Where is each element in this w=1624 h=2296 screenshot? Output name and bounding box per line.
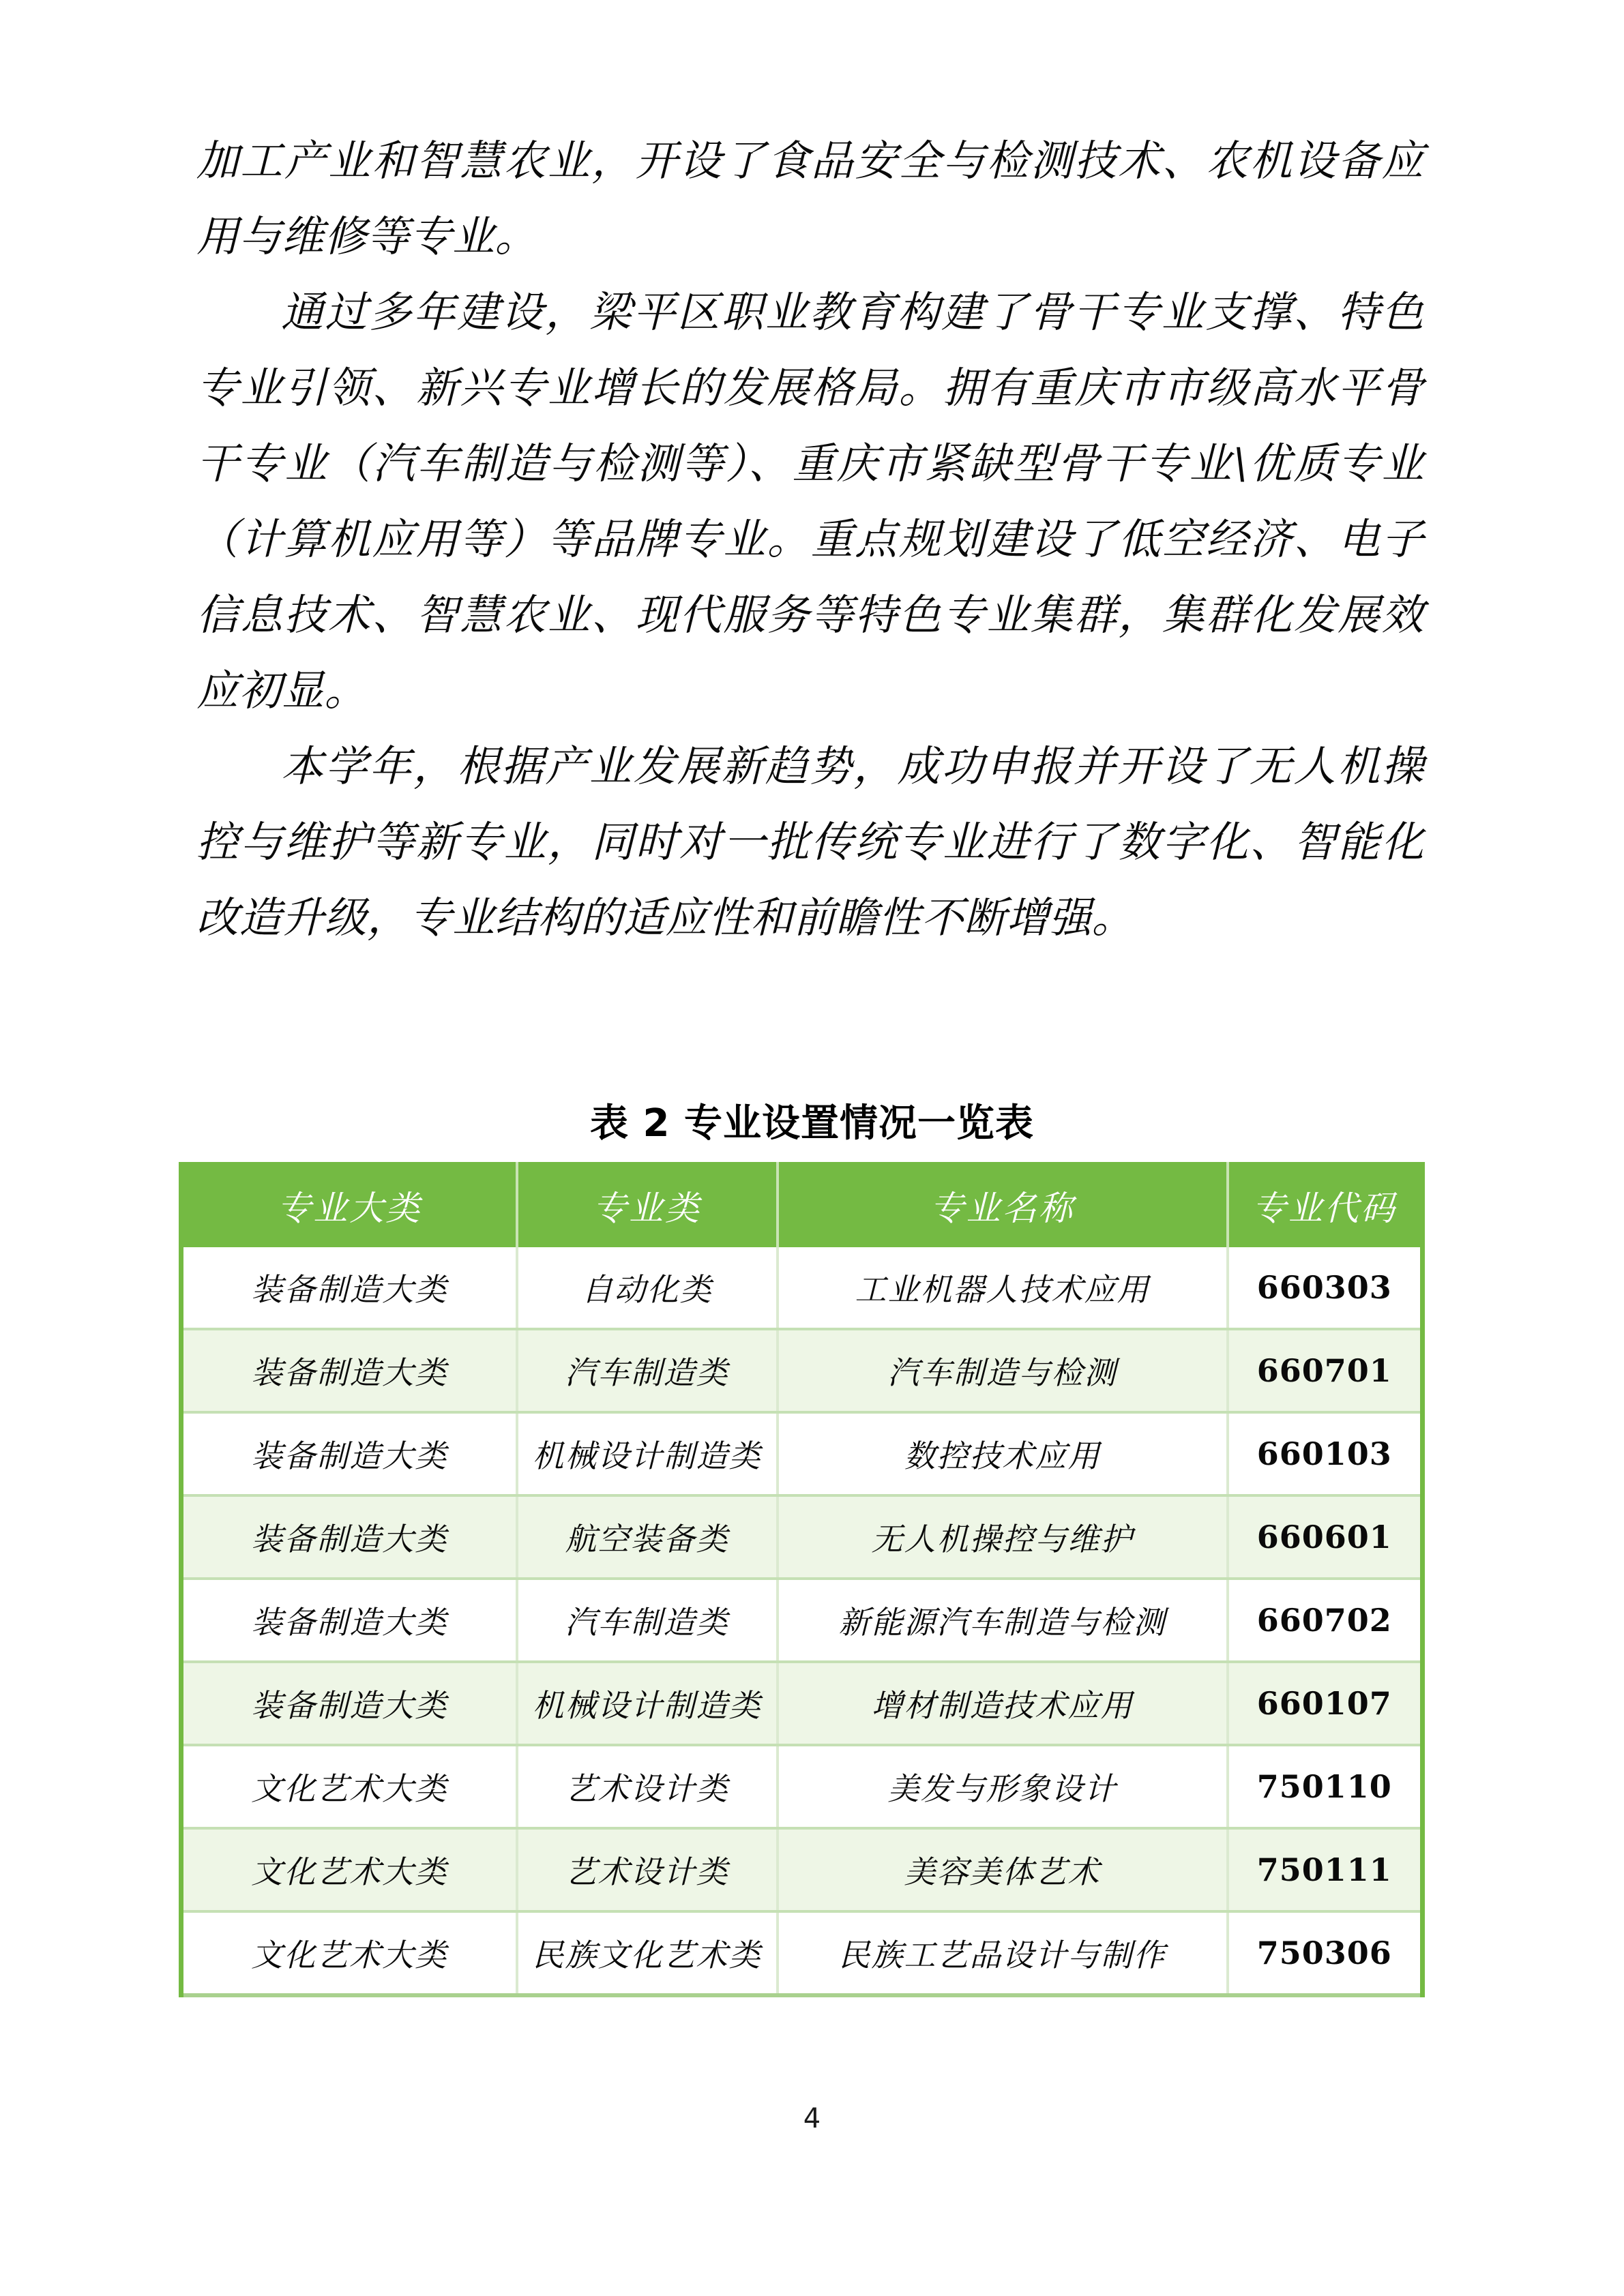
cell-major-category: 文化艺术大类 bbox=[181, 1828, 517, 1911]
column-header-category: 专业类 bbox=[517, 1163, 778, 1248]
paragraph-2: 通过多年建设，梁平区职业教育构建了骨干专业支撑、特色专业引领、新兴专业增长的发展格局。拥有重庆市市级高水平骨干专业（汽车制造与检测等）、重庆市紧缺型骨干专业\优质专业（计算机应用等）等品牌专业。重点规划建设了低空经济、电子信息技术、智慧农业、现代服务等特色专业集群，集群化发展效应初显。 bbox=[196, 287, 1424, 715]
cell-major-category: 装备制造大类 bbox=[181, 1495, 517, 1579]
major-table-container bbox=[179, 1162, 1420, 1997]
body-text-block bbox=[196, 123, 1424, 955]
cell-major-code: 660702 bbox=[1228, 1579, 1423, 1662]
cell-major-category: 文化艺术大类 bbox=[181, 1911, 517, 1995]
column-header-major-name: 专业名称 bbox=[778, 1163, 1228, 1248]
cell-major-name: 工业机器人技术应用 bbox=[778, 1247, 1228, 1329]
table-row bbox=[181, 1495, 1423, 1579]
table-row bbox=[181, 1828, 1423, 1911]
cell-category: 汽车制造类 bbox=[517, 1329, 778, 1412]
cell-major-code: 660303 bbox=[1228, 1247, 1423, 1329]
cell-major-name: 汽车制造与检测 bbox=[778, 1329, 1228, 1412]
column-header-major-category: 专业大类 bbox=[181, 1163, 517, 1248]
table-body bbox=[181, 1247, 1423, 1995]
cell-category: 艺术设计类 bbox=[517, 1745, 778, 1828]
page-number: 4 bbox=[803, 2103, 821, 2134]
paragraph-3: 本学年，根据产业发展新趋势，成功申报并开设了无人机操控与维护等新专业，同时对一批传统专业进行了数字化、智能化改造升级，专业结构的适应性和前瞻性不断增强。 bbox=[196, 741, 1424, 942]
column-header-major-code: 专业代码 bbox=[1228, 1163, 1423, 1248]
cell-category: 机械设计制造类 bbox=[517, 1412, 778, 1495]
cell-major-category: 装备制造大类 bbox=[181, 1579, 517, 1662]
cell-major-code: 660601 bbox=[1228, 1495, 1423, 1579]
cell-category: 航空装备类 bbox=[517, 1495, 778, 1579]
cell-major-name: 增材制造技术应用 bbox=[778, 1662, 1228, 1745]
cell-category: 民族文化艺术类 bbox=[517, 1911, 778, 1995]
cell-category: 汽车制造类 bbox=[517, 1579, 778, 1662]
cell-major-code: 750110 bbox=[1228, 1745, 1423, 1828]
cell-major-name: 民族工艺品设计与制作 bbox=[778, 1911, 1228, 1995]
cell-major-code: 660107 bbox=[1228, 1662, 1423, 1745]
cell-major-category: 装备制造大类 bbox=[181, 1247, 517, 1329]
table-header-row bbox=[181, 1163, 1423, 1248]
cell-major-category: 文化艺术大类 bbox=[181, 1745, 517, 1828]
cell-category: 机械设计制造类 bbox=[517, 1662, 778, 1745]
cell-major-category: 装备制造大类 bbox=[181, 1412, 517, 1495]
table-row bbox=[181, 1412, 1423, 1495]
table-caption: 表 2 专业设置情况一览表 bbox=[590, 1101, 1034, 1146]
table-row bbox=[181, 1745, 1423, 1828]
table-row bbox=[181, 1329, 1423, 1412]
cell-major-name: 美容美体艺术 bbox=[778, 1828, 1228, 1911]
paragraph-1: 加工产业和智慧农业，开设了食品安全与检测技术、农机设备应用与维修等专业。 bbox=[196, 136, 1424, 261]
table-row bbox=[181, 1911, 1423, 1995]
cell-major-category: 装备制造大类 bbox=[181, 1329, 517, 1412]
table-row bbox=[181, 1579, 1423, 1662]
cell-major-code: 660103 bbox=[1228, 1412, 1423, 1495]
table-row bbox=[181, 1662, 1423, 1745]
cell-major-code: 660701 bbox=[1228, 1329, 1423, 1412]
cell-category: 自动化类 bbox=[517, 1247, 778, 1329]
cell-major-code: 750306 bbox=[1228, 1911, 1423, 1995]
cell-major-name: 无人机操控与维护 bbox=[778, 1495, 1228, 1579]
table-row bbox=[181, 1247, 1423, 1329]
cell-major-code: 750111 bbox=[1228, 1828, 1423, 1911]
cell-major-name: 新能源汽车制造与检测 bbox=[778, 1579, 1228, 1662]
cell-major-name: 数控技术应用 bbox=[778, 1412, 1228, 1495]
table-header bbox=[181, 1163, 1423, 1248]
cell-major-category: 装备制造大类 bbox=[181, 1662, 517, 1745]
cell-category: 艺术设计类 bbox=[517, 1828, 778, 1911]
major-table bbox=[179, 1162, 1425, 1997]
cell-major-name: 美发与形象设计 bbox=[778, 1745, 1228, 1828]
